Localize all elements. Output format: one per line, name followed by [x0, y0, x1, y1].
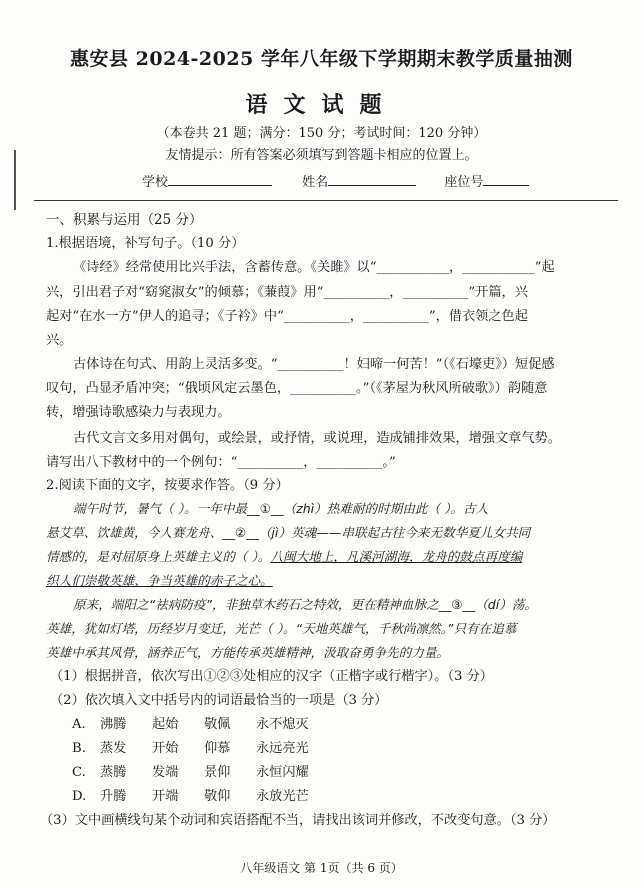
exam-main-title: 惠安县 2024-2025 学年八年级下学期期末教学质量抽测	[70, 48, 573, 70]
option-letter: C.	[72, 765, 86, 780]
option-word: 开始	[152, 741, 179, 756]
school-blank[interactable]	[168, 173, 272, 186]
option-c[interactable]	[72, 764, 309, 782]
header-divider	[34, 200, 618, 201]
option-word: 景仰	[204, 765, 231, 780]
option-word: 仰慕	[204, 741, 231, 756]
seat-label: 座位号	[444, 175, 484, 190]
option-word: 永放光芒	[256, 789, 309, 804]
option-a[interactable]	[72, 716, 309, 734]
option-word: 敬仰	[204, 789, 231, 804]
q2-sub3: （3）文中画横线句某个动词和宾语搭配不当，请找出该词并修改，不改变句意。（3 分）	[40, 813, 556, 828]
underlined-sentence: 八闽大地上，凡溪河湖海，龙舟的鼓点再度编	[270, 549, 523, 564]
student-fields	[142, 171, 529, 190]
option-word: 永远亮光	[256, 741, 309, 756]
q2-sub2: （2）依次填入文中括号内的词语最恰当的一项是（3 分）	[50, 693, 388, 708]
page-footer: 八年级语文 第 1页（共 6 页）	[240, 861, 403, 875]
q2-passage-line: 端午时节，暑气（ ）。一年中最__①__（zhì）热难耐的时期由此（ ）。古人	[73, 501, 489, 516]
q1-line: 转，增强诗歌感染力与表现力。	[46, 405, 231, 420]
option-word: 敬佩	[204, 717, 231, 732]
q1-line: 兴，引出君子对“窈窕淑女”的倾慕；《蒹葭》用“__________，__________”开篇，兴	[46, 285, 528, 300]
q2-passage-line: 悬艾草、饮雄黄，今人赛龙舟、__②__（jì）英魂——串联起古往今来无数华夏儿女共同	[46, 525, 531, 540]
option-b[interactable]	[72, 740, 309, 758]
exam-tip: 友情提示：所有答案必须填写到答题卡相应的位置上。	[165, 148, 478, 163]
option-word: 沸腾	[100, 717, 127, 732]
q1-line: 起对“在水一方”伊人的追寻；《子衿》中“__________，__________”，借衣领之色起	[46, 309, 528, 324]
q1-line: 古体诗在句式、用韵上灵活多变。“__________！妇啼一何苦！”（《石壕吏》）短促感	[73, 357, 555, 372]
option-letter: A.	[72, 717, 86, 732]
name-label: 姓名	[302, 175, 329, 190]
option-word: 升腾	[100, 789, 127, 804]
name-blank[interactable]	[328, 173, 416, 186]
q2-passage-text: 情感的，是对屈原身上英雄主义的（ ）。	[46, 549, 271, 564]
option-word: 开端	[152, 789, 179, 804]
school-label: 学校	[142, 175, 169, 190]
q1-line: 兴。	[46, 333, 73, 348]
q2-sub1: （1）根据拼音，依次写出①②③处相应的汉字（正楷字或行楷字）。（3 分）	[50, 669, 493, 684]
option-word: 蒸发	[100, 741, 127, 756]
q1-line: 请写出八下教材中的一个例句：“__________，__________。”	[46, 455, 396, 470]
option-word: 发端	[152, 765, 179, 780]
q2-passage-line: 原来，端阳之“祛病防疫”，非独草木药石之特效，更在精神血脉之__③__（dí）荡。	[73, 597, 538, 612]
q2-stem: 2.阅读下面的文字，按要求作答。（9 分）	[46, 478, 289, 493]
q2-passage-line	[46, 548, 522, 566]
exam-info: （本卷共 21 题；满分：150 分；考试时间：120 分钟）	[156, 126, 487, 141]
underlined-sentence: 织人们崇敬英雄、争当英雄的赤子之心。	[46, 573, 273, 588]
seat-blank[interactable]	[483, 173, 529, 186]
option-word: 永恒闪耀	[256, 765, 309, 780]
option-d[interactable]	[72, 788, 309, 806]
exam-subject-title: 语文试题	[245, 92, 398, 118]
option-word: 起始	[152, 717, 179, 732]
option-letter: D.	[72, 789, 87, 804]
q1-line: 叹句，凸显矛盾冲突；“俄顷风定云墨色，__________。”（《茅屋为秋风所破歌》）韵随意	[46, 381, 548, 396]
q2-passage-line: 英雄中承其风骨，涵养正气，方能传承英雄精神，汲取奋勇争先的力量。	[46, 645, 449, 660]
q2-passage-line: 英雄，犹如灯塔，历经岁月变迁，光芒（ ）。“天地英雄气，千秋尚凛然。”只有在追慕	[46, 621, 517, 636]
section-title: 一、积累与运用（25 分）	[46, 212, 203, 228]
option-word: 蒸腾	[100, 765, 127, 780]
q1-line: 古代文言文多用对偶句，或绘景，或抒情，或说理，造成铺排效果，增强文章气势。	[73, 431, 561, 446]
option-word: 永不熄灭	[256, 717, 309, 732]
option-letter: B.	[72, 741, 86, 756]
q1-line: 《诗经》经常使用比兴手法，含蓄传意。《关雎》以“___________，___________”起	[73, 260, 555, 275]
q1-stem: 1.根据语境，补写句子。（10 分）	[46, 236, 245, 251]
